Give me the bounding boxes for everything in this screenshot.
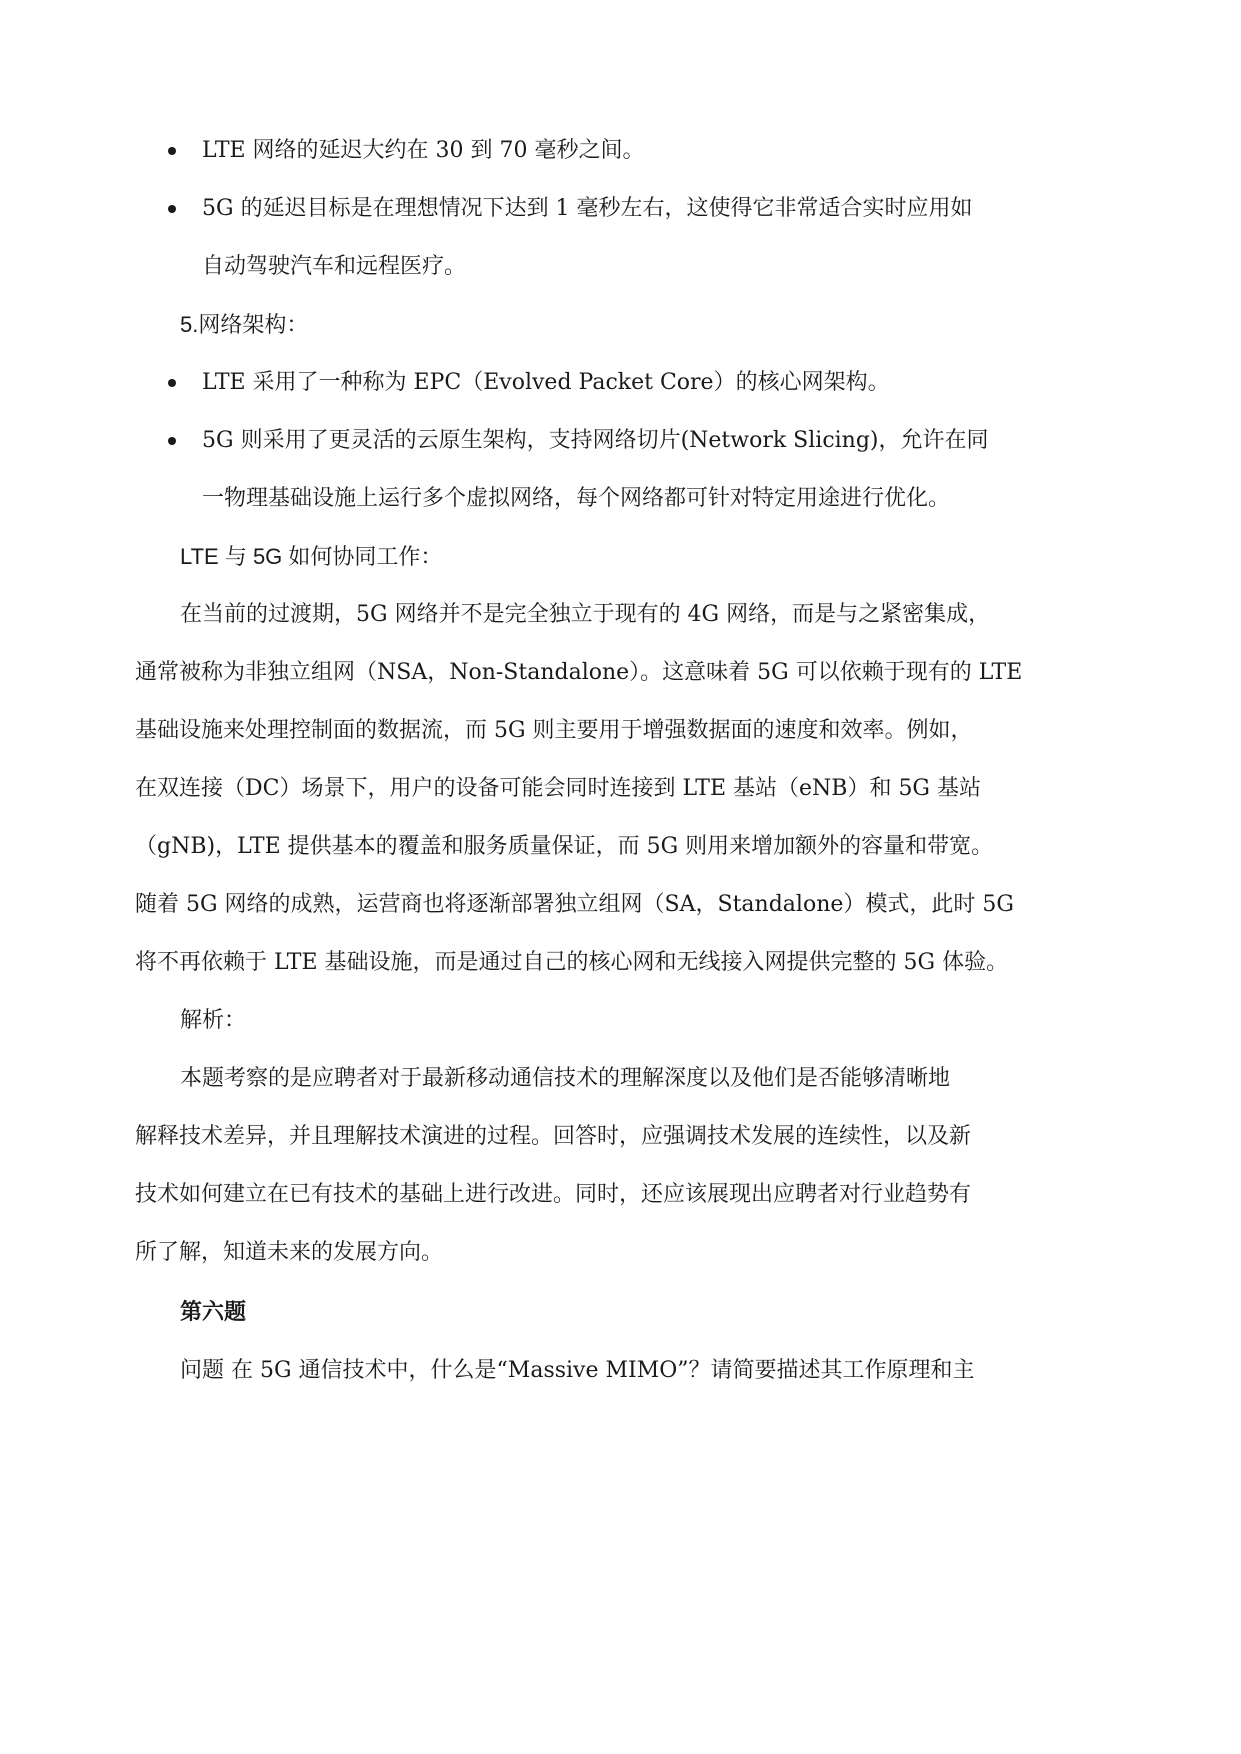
paragraph-line: 技术如何建立在已有技术的基础上进行改进。同时，还应该展现出应聘者对行业趋势有: [135, 1182, 972, 1207]
bullet-text: 5G 的延迟目标是在理想情况下达到 1 毫秒左右，这使得它非常适合实时应用如: [202, 196, 973, 221]
analysis-heading: 解析：: [180, 1008, 247, 1033]
paragraph-line: 在当前的过渡期，5G 网络并不是完全独立于现有的 4G 网络，而是与之紧密集成，: [180, 602, 991, 627]
paragraph-line: 随着 5G 网络的成熟，运营商也将逐渐部署独立组网（SA，Standalone）模式，此时 5G: [135, 892, 1014, 917]
paragraph-line: 将不再依赖于 LTE 基础设施，而是通过自己的核心网和无线接入网提供完整的 5G 体验。: [135, 950, 1009, 975]
paragraph-line: 通常被称为非独立组网（NSA，Non-Standalone）。这意味着 5G 可以依赖于现有的 LTE: [135, 660, 1023, 685]
paragraph-line: 在双连接（DC）场景下，用户的设备可能会同时连接到 LTE 基站（eNB）和 5G 基站: [135, 776, 982, 801]
paragraph-line: 解释技术差异，并且理解技术演进的过程。回答时，应强调技术发展的连续性，以及新: [135, 1124, 972, 1149]
section-heading: 5.网络架构：: [180, 312, 309, 337]
section-heading: LTE 与 5G 如何协同工作：: [180, 544, 443, 569]
bullet-text-continued: 自动驾驶汽车和远程医疗。: [202, 254, 467, 279]
bullet-icon: [168, 379, 176, 387]
bullet-icon: [168, 205, 176, 213]
bullet-icon: [168, 147, 176, 155]
paragraph-line: 所了解，知道未来的发展方向。: [135, 1240, 444, 1265]
bullet-icon: [168, 437, 176, 445]
bullet-text-continued: 一物理基础设施上运行多个虚拟网络，每个网络都可针对特定用途进行优化。: [202, 486, 951, 511]
paragraph-line: 基础设施来处理控制面的数据流，而 5G 则主要用于增强数据面的速度和效率。例如，: [135, 718, 973, 743]
question-heading: 第六题: [180, 1300, 247, 1325]
bullet-text: 5G 则采用了更灵活的云原生架构，支持网络切片(Network Slicing)，允许在同: [202, 428, 989, 453]
paragraph-line: （gNB)，LTE 提供基本的覆盖和服务质量保证，而 5G 则用来增加额外的容量和带宽。: [135, 834, 994, 859]
bullet-text: LTE 采用了一种称为 EPC（Evolved Packet Core）的核心网架构。: [202, 370, 890, 395]
question-text: 问题 在 5G 通信技术中，什么是“Massive MIMO”？请简要描述其工作原理和主: [180, 1358, 975, 1383]
paragraph-line: 本题考察的是应聘者对于最新移动通信技术的理解深度以及他们是否能够清晰地: [180, 1066, 951, 1091]
bullet-text: LTE 网络的延迟大约在 30 到 70 毫秒之间。: [202, 138, 645, 163]
